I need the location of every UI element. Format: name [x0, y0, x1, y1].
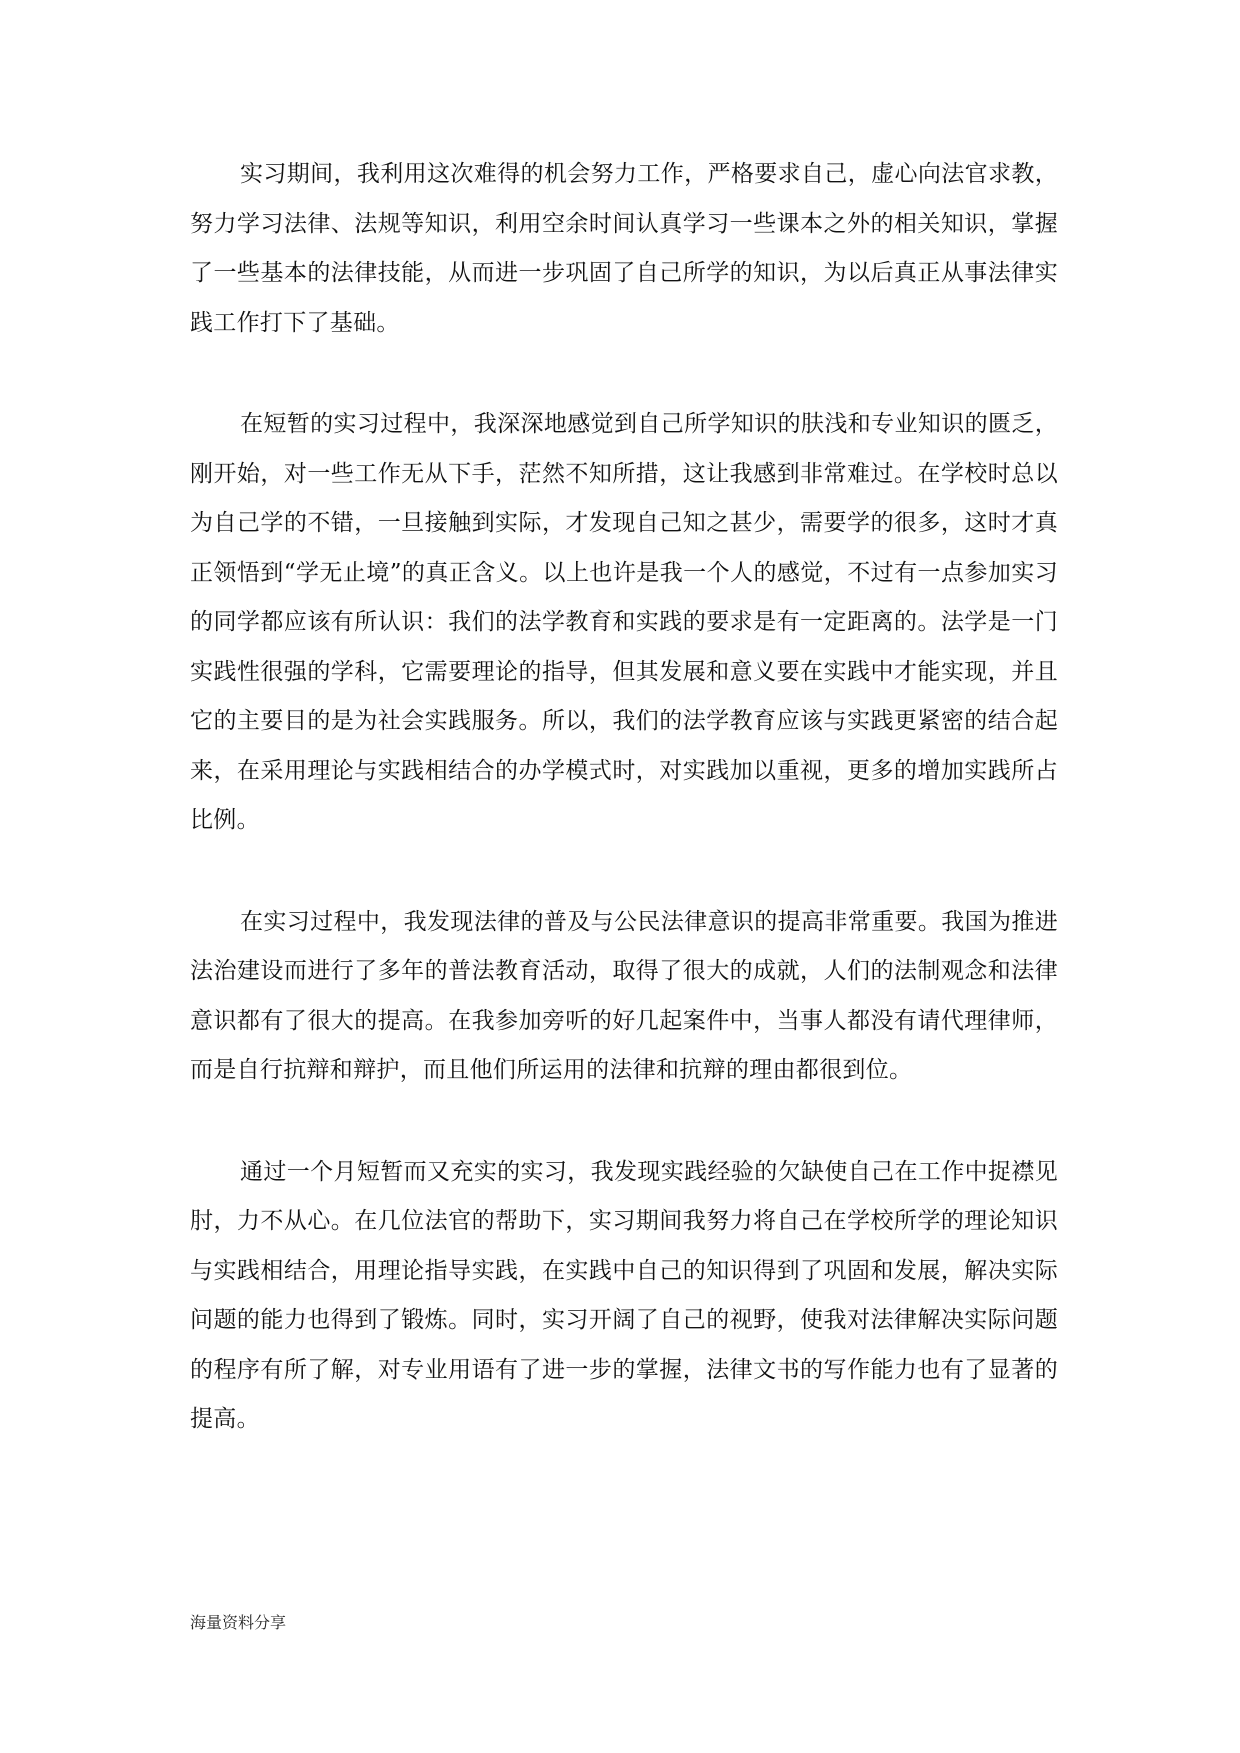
paragraph-2: 在短暂的实习过程中，我深深地感觉到自己所学知识的肤浅和专业知识的匮乏，刚开始，对一些工作无从下手，茫然不知所措，这让我感到非常难过。在学校时总以为自己学的不错，一旦接触到实际，才发现自己知之甚少，需要学的很多，这时才真正领悟到“学无止境”的真正含义。以上也许是我一个人的感觉，不过有一点参加实习的同学都应该有所认识：我们的法学教育和实践的要求是有一定距离的。法学是一门实践性很强的学科，它需要理论的指导，但其发展和意义要在实践中才能实现，并且它的主要目的是为社会实践服务。所以，我们的法学教育应该与实践更紧密的结合起来，在采用理论与实践相结合的办学模式时，对实践加以重视，更多的增加实践所占比例。	[190, 411, 1058, 833]
document-body	[190, 150, 1058, 1445]
paragraph-1: 实习期间，我利用这次难得的机会努力工作，严格要求自己，虚心向法官求教，努力学习法律、法规等知识，利用空余时间认真学习一些课本之外的相关知识，掌握了一些基本的法律技能，从而进一步巩固了自己所学的知识，为以后真正从事法律实践工作打下了基础。	[190, 161, 1058, 336]
paragraph-4: 通过一个月短暂而又充实的实习，我发现实践经验的欠缺使自己在工作中捉襟见肘，力不从心。在几位法官的帮助下，实习期间我努力将自己在学校所学的理论知识与实践相结合，用理论指导实践，在实践中自己的知识得到了巩固和发展，解决实际问题的能力也得到了锻炼。同时，实习开阔了自己的视野，使我对法律解决实际问题的程序有所了解，对专业用语有了进一步的掌握，法律文书的写作能力也有了显著的提高。	[190, 1158, 1058, 1432]
page-footer: 海量资料分享	[190, 1613, 287, 1632]
paragraph-3: 在实习过程中，我发现法律的普及与公民法律意识的提高非常重要。我国为推进法治建设而进行了多年的普法教育活动，取得了很大的成就，人们的法制观念和法律意识都有了很大的提高。在我参加旁听的好几起案件中，当事人都没有请代理律师，而是自行抗辩和辩护，而且他们所运用的法律和抗辩的理由都很到位。	[190, 908, 1058, 1083]
